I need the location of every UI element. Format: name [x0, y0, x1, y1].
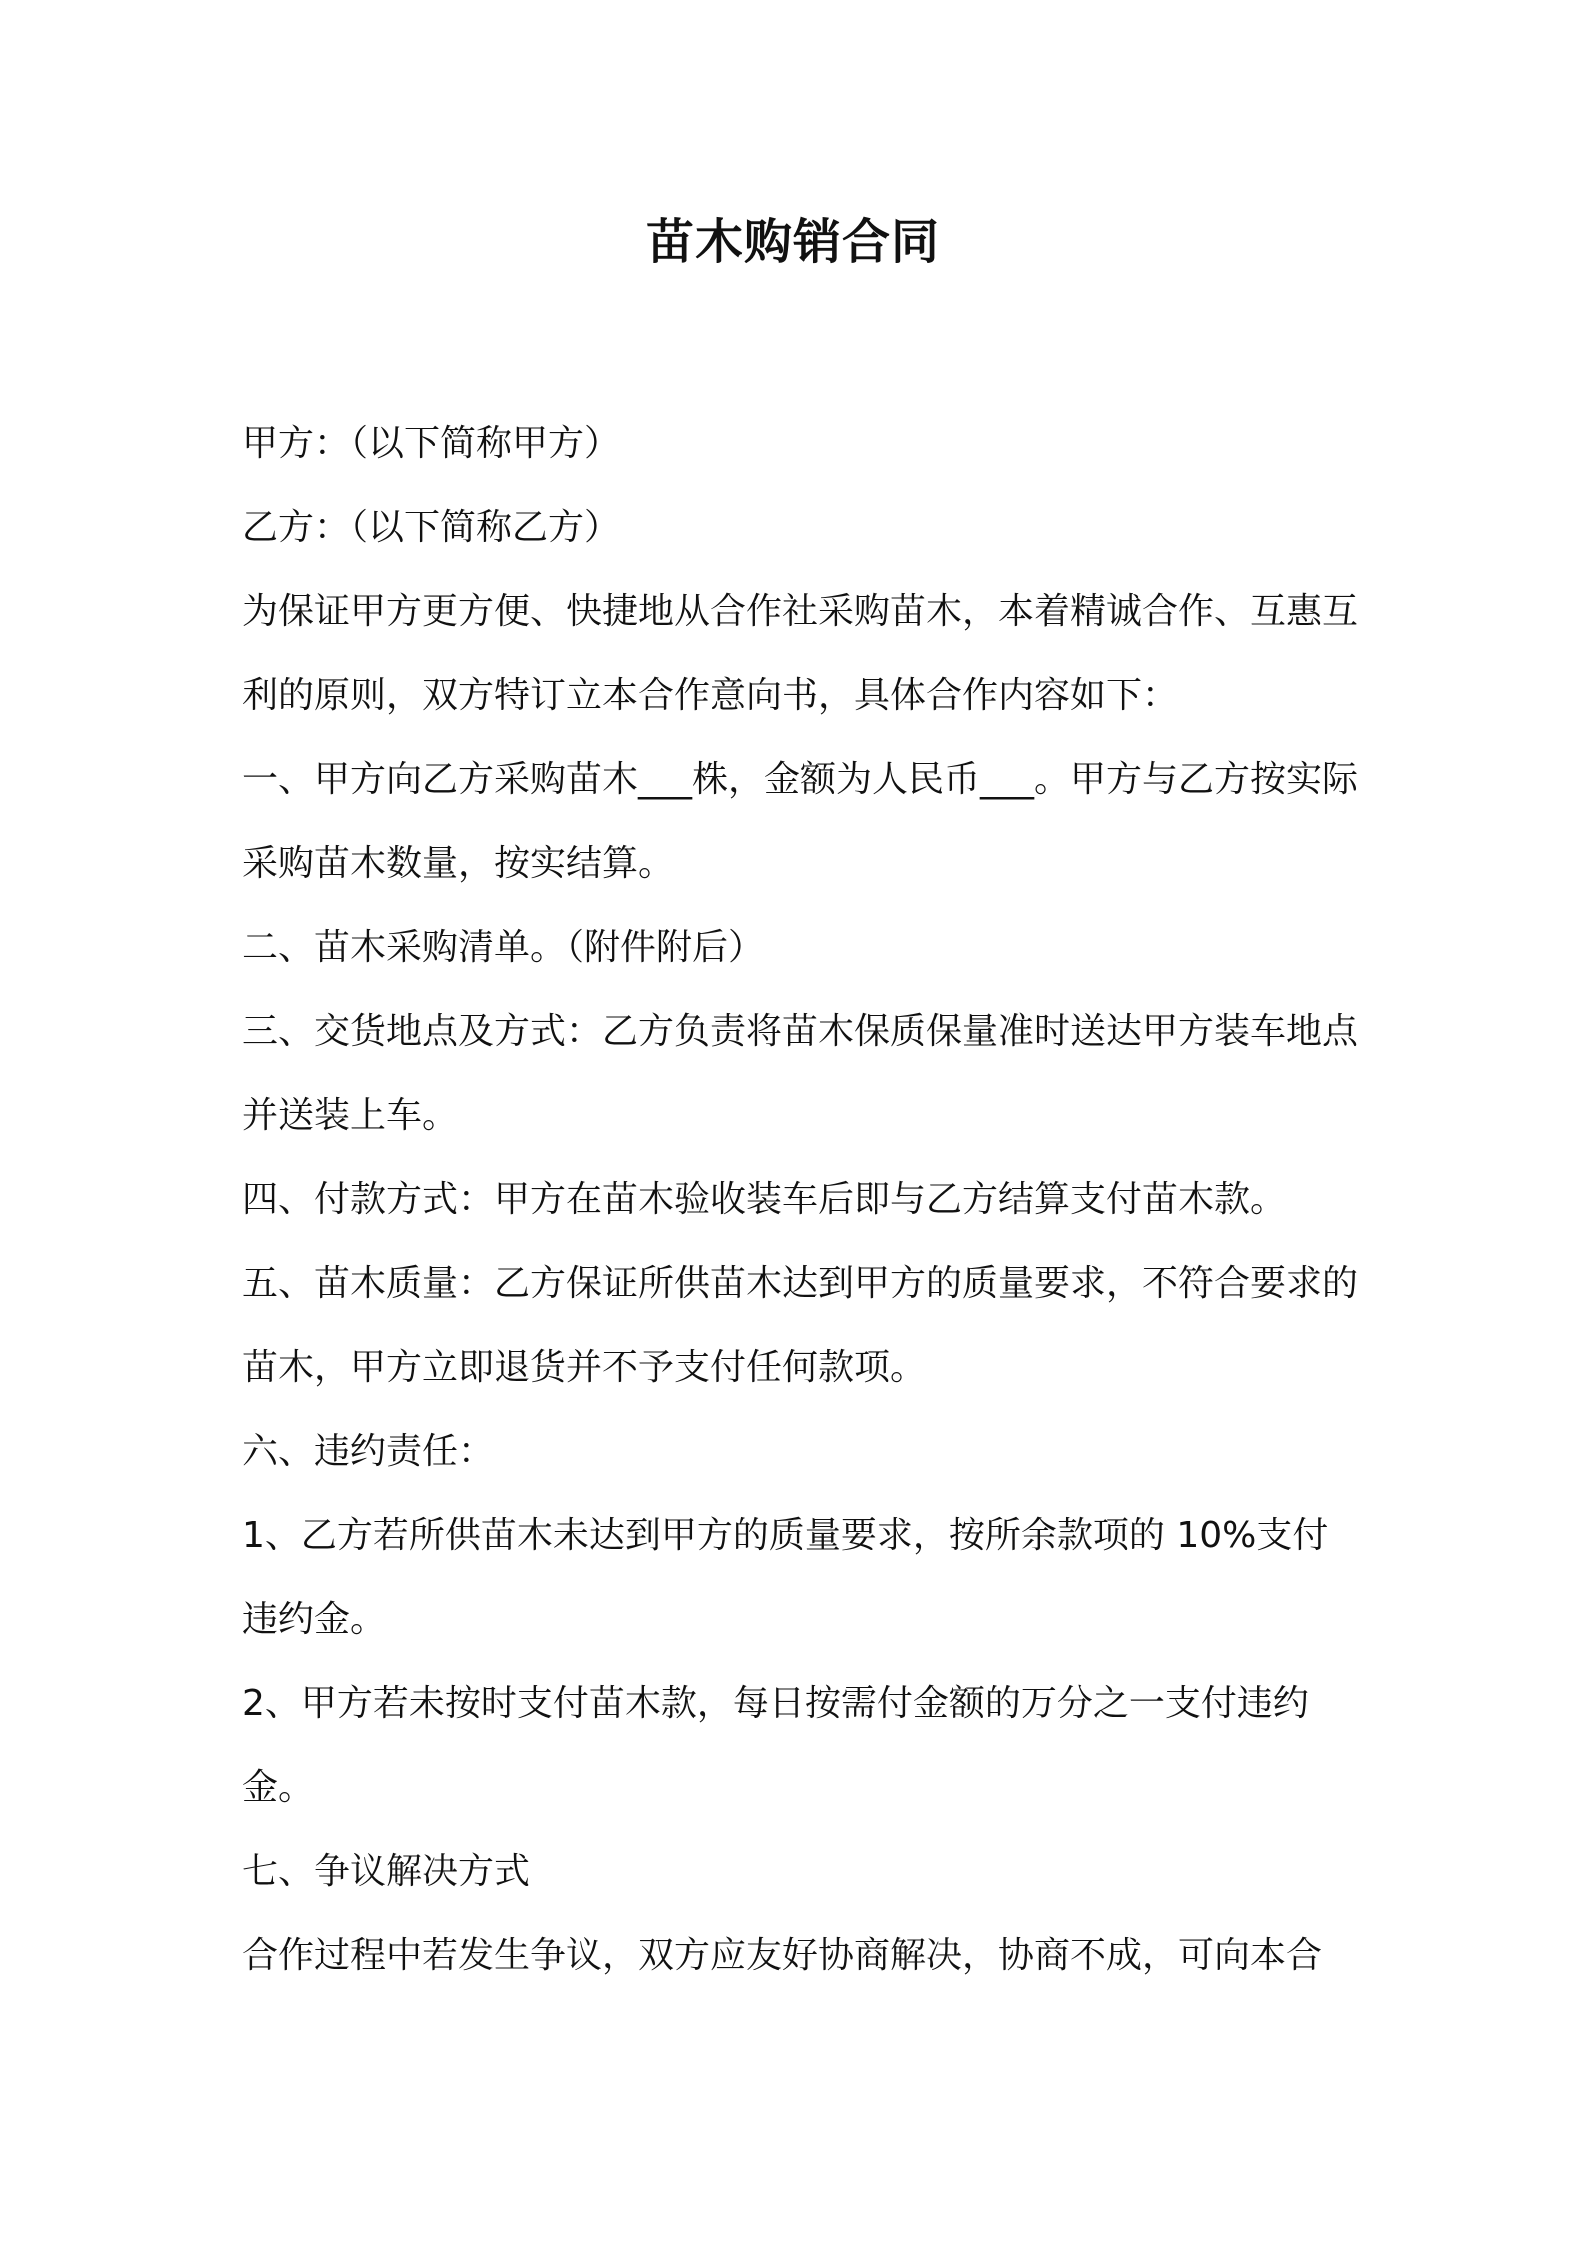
preamble-paragraph: 为保证甲方更方便、快捷地从合作社采购苗木，本着精诚合作、互惠互利的原则，双方特订立本合作意向书，具体合作内容如下：	[242, 591, 1359, 716]
party-a-line: 甲方：（以下简称甲方）	[242, 423, 621, 464]
clause-6-item-1: 1、乙方若所供苗木未达到甲方的质量要求，按所余款项的 10%支付违约金。	[242, 1515, 1329, 1640]
clause-4-payment: 四、付款方式：甲方在苗木验收装车后即与乙方结算支付苗木款。	[242, 1179, 1287, 1220]
clause-3-delivery: 三、交货地点及方式：乙方负责将苗木保质保量准时送达甲方装车地点并送装上车。	[242, 1011, 1359, 1136]
document-title: 苗木购销合同	[645, 214, 940, 270]
clause-5-quality: 五、苗木质量：乙方保证所供苗木达到甲方的质量要求，不符合要求的苗木，甲方立即退货并不予支付任何款项。	[242, 1263, 1359, 1388]
party-b-line: 乙方：（以下简称乙方）	[242, 507, 621, 548]
clause-7-text: 合作过程中若发生争议，双方应友好协商解决，协商不成，可向本合	[242, 1935, 1323, 1976]
clause-7-heading: 七、争议解决方式	[242, 1851, 531, 1892]
clause-2-list: 二、苗木采购清单。（附件附后）	[242, 927, 765, 968]
document-body	[242, 402, 1362, 1998]
clause-6-heading: 六、违约责任：	[242, 1431, 495, 1472]
clause-6-item-2: 2、甲方若未按时支付苗木款，每日按需付金额的万分之一支付违约金。	[242, 1683, 1309, 1808]
clause-1-purchase: 一、甲方向乙方采购苗木___株，金额为人民币___。甲方与乙方按实际采购苗木数量，按实结算。	[242, 759, 1359, 884]
